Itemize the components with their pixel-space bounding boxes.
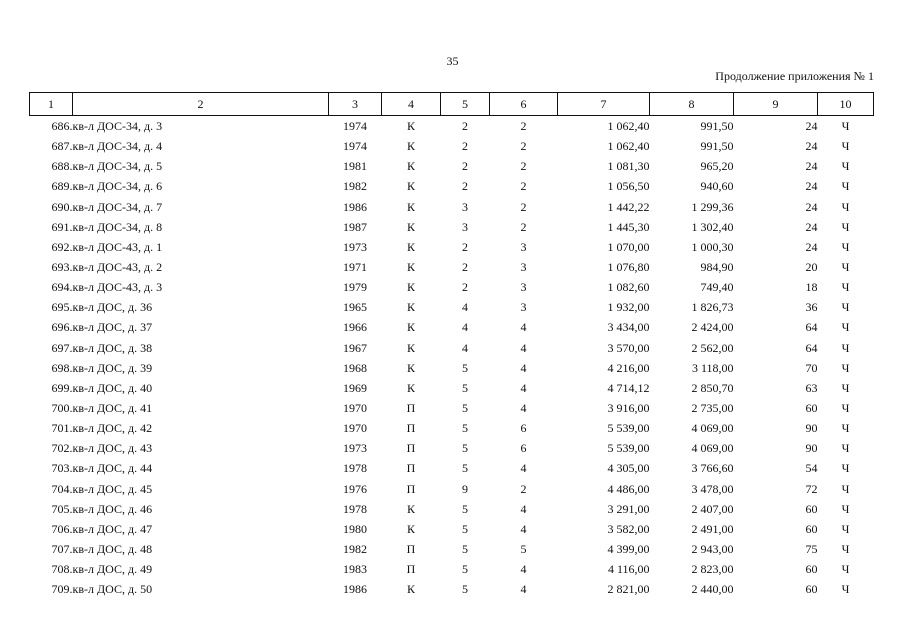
cell-ownership: Ч: [841, 260, 850, 275]
cell-apartments: 20: [805, 260, 818, 275]
cell-entrances: 4: [520, 340, 527, 355]
cell-ownership: Ч: [841, 562, 850, 577]
cell-apartments: 24: [805, 219, 818, 234]
cell-number: 700.: [51, 401, 73, 416]
cell-entrances: 2: [520, 481, 527, 496]
cell-floors: 4: [462, 340, 468, 355]
cell-entrances: 4: [520, 360, 527, 375]
cell-year: 1969: [343, 380, 367, 395]
table-row: [30, 176, 874, 196]
cell-total-area: 4 116,00: [607, 562, 650, 577]
cell-material: К: [406, 159, 415, 174]
cell-apartments: 24: [805, 139, 818, 154]
housing-register-table: [29, 92, 874, 599]
cell-apartments: 64: [805, 340, 818, 355]
cell-apartments: 90: [805, 441, 818, 456]
cell-apartments: 24: [805, 199, 818, 214]
cell-number: 702.: [51, 441, 73, 456]
cell-ownership: Ч: [841, 380, 850, 395]
cell-floors: 5: [462, 542, 468, 557]
cell-apartments: 60: [805, 401, 818, 416]
table-row: [30, 217, 874, 237]
cell-address: кв-л ДОС, д. 42: [72, 421, 153, 436]
table-row: [30, 338, 874, 358]
cell-living-area: 2 823,00: [691, 562, 734, 577]
cell-number: 705.: [51, 501, 73, 516]
cell-living-area: 4 069,00: [691, 441, 734, 456]
table-row: [30, 136, 874, 156]
cell-number: 701.: [51, 421, 73, 436]
cell-total-area: 1 932,00: [607, 300, 650, 315]
cell-address: кв-л ДОС-34, д. 7: [72, 199, 163, 214]
cell-number: 695.: [51, 300, 73, 315]
cell-number: 691.: [51, 219, 73, 234]
cell-total-area: 4 486,00: [607, 481, 650, 496]
cell-ownership: Ч: [841, 401, 850, 416]
cell-material: П: [406, 421, 416, 436]
table-row: [30, 418, 874, 438]
cell-apartments: 24: [805, 159, 818, 174]
cell-living-area: 1 302,40: [691, 219, 734, 234]
cell-apartments: 72: [805, 481, 818, 496]
cell-year: 1974: [343, 139, 367, 154]
header-col-living-area: 8: [650, 93, 734, 116]
cell-year: 1973: [343, 239, 367, 254]
cell-total-area: 2 821,00: [607, 582, 650, 597]
table-row: [30, 458, 874, 478]
cell-living-area: 3 478,00: [691, 481, 734, 496]
cell-material: К: [406, 219, 415, 234]
header-col-entrances: 6: [490, 93, 558, 116]
cell-floors: 9: [462, 481, 468, 496]
cell-floors: 3: [462, 199, 468, 214]
cell-material: К: [406, 360, 415, 375]
cell-year: 1981: [343, 159, 367, 174]
table-body: [30, 116, 874, 600]
cell-living-area: 2 424,00: [691, 320, 734, 335]
cell-number: 693.: [51, 260, 73, 275]
cell-material: К: [406, 380, 415, 395]
cell-living-area: 984,90: [700, 260, 734, 275]
cell-material: К: [406, 179, 415, 194]
cell-material: К: [406, 300, 415, 315]
cell-material: К: [406, 521, 415, 536]
cell-ownership: Ч: [841, 582, 850, 597]
cell-address: кв-л ДОС, д. 38: [72, 340, 153, 355]
cell-entrances: 2: [520, 139, 527, 154]
cell-year: 1967: [343, 340, 367, 355]
cell-number: 697.: [51, 340, 73, 355]
cell-living-area: 965,20: [700, 159, 734, 174]
table-row: [30, 398, 874, 418]
cell-number: 709.: [51, 582, 73, 597]
cell-floors: 5: [462, 360, 468, 375]
cell-number: 696.: [51, 320, 73, 335]
cell-year: 1968: [343, 360, 367, 375]
table-row: [30, 499, 874, 519]
cell-number: 688.: [51, 159, 73, 174]
cell-address: кв-л ДОС, д. 43: [72, 441, 153, 456]
cell-total-area: 3 570,00: [607, 340, 650, 355]
cell-floors: 5: [462, 461, 468, 476]
cell-year: 1986: [343, 582, 367, 597]
cell-ownership: Ч: [841, 501, 850, 516]
cell-apartments: 60: [805, 562, 818, 577]
cell-material: К: [406, 119, 415, 134]
cell-living-area: 2 407,00: [691, 501, 734, 516]
cell-total-area: 3 434,00: [607, 320, 650, 335]
cell-ownership: Ч: [841, 179, 850, 194]
cell-year: 1979: [343, 280, 367, 295]
cell-material: К: [406, 239, 415, 254]
header-col-material: 4: [382, 93, 441, 116]
page-number: 35: [446, 54, 459, 68]
cell-number: 698.: [51, 360, 73, 375]
cell-year: 1978: [343, 501, 367, 516]
cell-floors: 2: [462, 159, 468, 174]
cell-apartments: 18: [805, 280, 818, 295]
cell-entrances: 2: [520, 159, 527, 174]
cell-ownership: Ч: [841, 139, 850, 154]
header-col-ownership: 10: [818, 93, 874, 116]
cell-entrances: 2: [520, 119, 527, 134]
cell-year: 1966: [343, 320, 367, 335]
cell-address: кв-л ДОС, д. 47: [72, 521, 153, 536]
cell-year: 1986: [343, 199, 367, 214]
cell-address: кв-л ДОС-34, д. 4: [72, 139, 163, 154]
cell-entrances: 4: [520, 562, 527, 577]
cell-entrances: 4: [520, 582, 527, 597]
table-row: [30, 156, 874, 176]
cell-entrances: 4: [520, 401, 527, 416]
cell-ownership: Ч: [841, 421, 850, 436]
table-row: [30, 277, 874, 297]
cell-address: кв-л ДОС, д. 41: [72, 401, 153, 416]
cell-address: кв-л ДОС, д. 44: [72, 461, 153, 476]
table-row: [30, 116, 874, 137]
cell-apartments: 75: [805, 542, 818, 557]
cell-ownership: Ч: [841, 441, 850, 456]
cell-year: 1987: [343, 219, 367, 234]
header-col-year: 3: [329, 93, 382, 116]
cell-entrances: 4: [520, 501, 527, 516]
cell-floors: 4: [462, 320, 468, 335]
cell-living-area: 1 000,30: [691, 239, 734, 254]
table-row: [30, 358, 874, 378]
cell-ownership: Ч: [841, 280, 850, 295]
cell-floors: 2: [462, 139, 468, 154]
header-col-total-area: 7: [558, 93, 650, 116]
table-row: [30, 317, 874, 337]
table-row: [30, 237, 874, 257]
cell-entrances: 3: [520, 280, 527, 295]
cell-entrances: 4: [520, 461, 527, 476]
cell-entrances: 6: [520, 441, 527, 456]
cell-total-area: 1 056,50: [607, 179, 650, 194]
cell-floors: 5: [462, 562, 468, 577]
cell-total-area: 3 916,00: [607, 401, 650, 416]
cell-number: 708.: [51, 562, 73, 577]
cell-material: П: [406, 461, 416, 476]
header-col-number: 1: [30, 93, 73, 116]
cell-year: 1971: [343, 260, 367, 275]
cell-number: 706.: [51, 521, 73, 536]
cell-apartments: 24: [805, 179, 818, 194]
cell-apartments: 60: [805, 501, 818, 516]
cell-ownership: Ч: [841, 320, 850, 335]
cell-ownership: Ч: [841, 340, 850, 355]
cell-material: П: [406, 401, 416, 416]
cell-living-area: 4 069,00: [691, 421, 734, 436]
cell-living-area: 2 943,00: [691, 542, 734, 557]
cell-number: 704.: [51, 481, 73, 496]
cell-number: 692.: [51, 239, 73, 254]
cell-address: кв-л ДОС-43, д. 1: [72, 239, 163, 254]
cell-total-area: 5 539,00: [607, 421, 650, 436]
table-row: [30, 579, 874, 599]
cell-entrances: 5: [520, 542, 527, 557]
cell-material: К: [406, 280, 415, 295]
cell-year: 1976: [343, 481, 367, 496]
cell-living-area: 2 440,00: [691, 582, 734, 597]
cell-floors: 5: [462, 380, 468, 395]
cell-address: кв-л ДОС, д. 36: [72, 300, 153, 315]
cell-number: 707.: [51, 542, 73, 557]
cell-floors: 5: [462, 501, 468, 516]
cell-material: П: [406, 481, 416, 496]
cell-total-area: 1 445,30: [607, 219, 650, 234]
table-row: [30, 197, 874, 217]
cell-floors: 2: [462, 239, 468, 254]
cell-floors: 2: [462, 280, 468, 295]
cell-entrances: 2: [520, 199, 527, 214]
cell-apartments: 36: [805, 300, 818, 315]
cell-living-area: 2 562,00: [691, 340, 734, 355]
header-row: [30, 93, 874, 116]
cell-floors: 5: [462, 421, 468, 436]
cell-material: П: [406, 542, 416, 557]
cell-total-area: 1 442,22: [607, 199, 650, 214]
continuation-label: Продолжение приложения № 1: [715, 69, 874, 83]
cell-apartments: 60: [805, 521, 818, 536]
cell-material: К: [406, 582, 415, 597]
cell-ownership: Ч: [841, 461, 850, 476]
cell-material: К: [406, 340, 415, 355]
cell-address: кв-л ДОС-34, д. 3: [72, 119, 163, 134]
cell-living-area: 3 766,60: [691, 461, 734, 476]
cell-address: кв-л ДОС, д. 49: [72, 562, 153, 577]
cell-entrances: 6: [520, 421, 527, 436]
cell-year: 1983: [343, 562, 367, 577]
header-col-apartments: 9: [734, 93, 818, 116]
table-row: [30, 378, 874, 398]
cell-living-area: 2 491,00: [691, 521, 734, 536]
cell-total-area: 4 305,00: [607, 461, 650, 476]
cell-entrances: 4: [520, 320, 527, 335]
cell-floors: 2: [462, 179, 468, 194]
cell-material: К: [406, 501, 415, 516]
cell-year: 1980: [343, 521, 367, 536]
cell-floors: 3: [462, 219, 468, 234]
cell-living-area: 991,50: [700, 139, 734, 154]
cell-material: К: [406, 260, 415, 275]
cell-address: кв-л ДОС, д. 50: [72, 582, 153, 597]
cell-ownership: Ч: [841, 542, 850, 557]
header-col-floors: 5: [441, 93, 490, 116]
cell-entrances: 3: [520, 239, 527, 254]
cell-living-area: 1 826,73: [691, 300, 734, 315]
cell-year: 1982: [343, 179, 367, 194]
cell-number: 689.: [51, 179, 73, 194]
cell-ownership: Ч: [841, 521, 850, 536]
cell-living-area: 940,60: [700, 179, 734, 194]
cell-apartments: 70: [805, 360, 818, 375]
cell-total-area: 4 216,00: [607, 360, 650, 375]
cell-address: кв-л ДОС, д. 39: [72, 360, 153, 375]
cell-apartments: 90: [805, 421, 818, 436]
cell-total-area: 1 062,40: [607, 139, 650, 154]
cell-year: 1970: [343, 421, 367, 436]
cell-apartments: 60: [805, 582, 818, 597]
cell-entrances: 2: [520, 219, 527, 234]
cell-floors: 4: [462, 300, 468, 315]
cell-ownership: Ч: [841, 159, 850, 174]
cell-material: П: [406, 441, 416, 456]
cell-material: К: [406, 199, 415, 214]
cell-ownership: Ч: [841, 300, 850, 315]
cell-address: кв-л ДОС-43, д. 3: [72, 280, 163, 295]
cell-apartments: 63: [805, 380, 818, 395]
table-row: [30, 257, 874, 277]
cell-total-area: 4 714,12: [607, 380, 650, 395]
cell-year: 1974: [343, 119, 367, 134]
cell-address: кв-л ДОС, д. 48: [72, 542, 153, 557]
cell-floors: 2: [462, 119, 468, 134]
cell-living-area: 3 118,00: [691, 360, 734, 375]
cell-total-area: 1 062,40: [607, 119, 650, 134]
cell-address: кв-л ДОС-43, д. 2: [72, 260, 163, 275]
cell-material: П: [406, 562, 416, 577]
cell-address: кв-л ДОС-34, д. 5: [72, 159, 163, 174]
cell-address: кв-л ДОС, д. 45: [72, 481, 153, 496]
table-row: [30, 479, 874, 499]
cell-entrances: 4: [520, 380, 527, 395]
cell-ownership: Ч: [841, 239, 850, 254]
cell-address: кв-л ДОС-34, д. 8: [72, 219, 163, 234]
cell-total-area: 5 539,00: [607, 441, 650, 456]
cell-living-area: 991,50: [700, 119, 734, 134]
cell-entrances: 3: [520, 300, 527, 315]
cell-floors: 5: [462, 582, 468, 597]
cell-year: 1965: [343, 300, 367, 315]
cell-material: К: [406, 320, 415, 335]
cell-year: 1982: [343, 542, 367, 557]
cell-year: 1978: [343, 461, 367, 476]
cell-ownership: Ч: [841, 481, 850, 496]
cell-floors: 5: [462, 401, 468, 416]
cell-total-area: 1 082,60: [607, 280, 650, 295]
table-row: [30, 438, 874, 458]
table-row: [30, 539, 874, 559]
cell-floors: 5: [462, 521, 468, 536]
cell-address: кв-л ДОС, д. 37: [72, 320, 153, 335]
cell-number: 690.: [51, 199, 73, 214]
cell-address: кв-л ДОС, д. 46: [72, 501, 153, 516]
header-col-address: 2: [73, 93, 329, 116]
table-row: [30, 519, 874, 539]
cell-material: К: [406, 139, 415, 154]
cell-ownership: Ч: [841, 360, 850, 375]
cell-address: кв-л ДОС, д. 40: [72, 380, 153, 395]
cell-number: 686.: [51, 119, 73, 134]
cell-floors: 5: [462, 441, 468, 456]
cell-number: 687.: [51, 139, 73, 154]
cell-living-area: 1 299,36: [691, 199, 734, 214]
table-row: [30, 559, 874, 579]
cell-year: 1970: [343, 401, 367, 416]
cell-number: 699.: [51, 380, 73, 395]
cell-ownership: Ч: [841, 119, 850, 134]
cell-entrances: 4: [520, 521, 527, 536]
cell-total-area: 3 582,00: [607, 521, 650, 536]
cell-living-area: 2 735,00: [691, 401, 734, 416]
cell-apartments: 24: [805, 239, 818, 254]
cell-living-area: 2 850,70: [691, 380, 734, 395]
cell-entrances: 3: [520, 260, 527, 275]
cell-address: кв-л ДОС-34, д. 6: [72, 179, 163, 194]
cell-apartments: 64: [805, 320, 818, 335]
table-row: [30, 297, 874, 317]
cell-total-area: 1 070,00: [607, 239, 650, 254]
cell-entrances: 2: [520, 179, 527, 194]
cell-living-area: 749,40: [700, 280, 734, 295]
cell-number: 694.: [51, 280, 73, 295]
cell-ownership: Ч: [841, 199, 850, 214]
cell-total-area: 1 081,30: [607, 159, 650, 174]
cell-floors: 2: [462, 260, 468, 275]
cell-year: 1973: [343, 441, 367, 456]
cell-total-area: 4 399,00: [607, 542, 650, 557]
cell-total-area: 1 076,80: [607, 260, 650, 275]
cell-total-area: 3 291,00: [607, 501, 650, 516]
cell-ownership: Ч: [841, 219, 850, 234]
cell-apartments: 24: [805, 119, 818, 134]
cell-number: 703.: [51, 461, 73, 476]
cell-apartments: 54: [805, 461, 818, 476]
